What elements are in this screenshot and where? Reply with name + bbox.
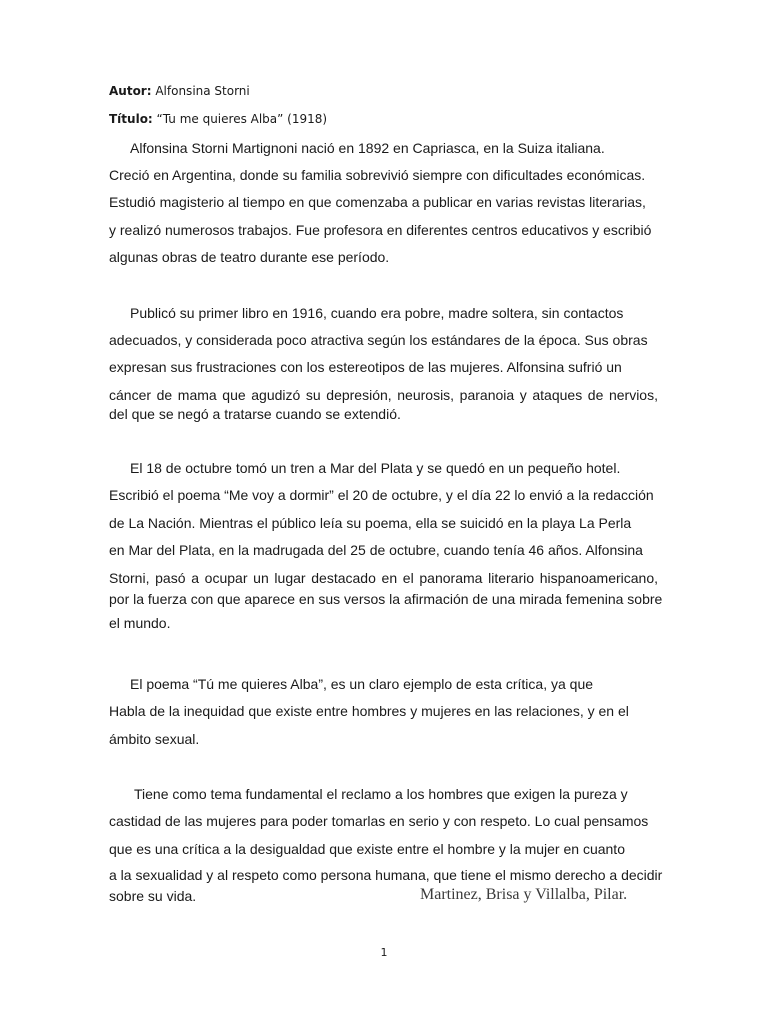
paragraph-1-line-2: Creció en Argentina, donde su familia sobrevivió siempre con dificultades económicas. [109, 167, 646, 183]
paragraph-2-line-5: del que se negó a tratarse cuando se extendió. [109, 406, 401, 422]
author-line [109, 84, 250, 98]
paragraph-1-line-4: y realizó numerosos trabajos. Fue profesora en diferentes centros educativos y escribió [109, 222, 652, 238]
paragraph-3-line-4: en Mar del Plata, en la madrugada del 25 de octubre, cuando tenía 46 años. Alfonsina [109, 542, 643, 558]
signature: Martinez, Brisa y Villalba, Pilar. [420, 886, 628, 903]
paragraph-3-line-6: por la fuerza con que aparece en sus versos la afirmación de una mirada femenina sobre [109, 591, 663, 607]
paragraph-5-line-3: que es una crítica a la desigualdad que existe entre el hombre y la mujer en cuanto [109, 841, 625, 857]
paragraph-3-line-5: Storni, pasó a ocupar un lugar destacado en el panorama literario hispanoamericano, [109, 570, 658, 586]
paragraph-2-line-2: adecuados, y considerada poco atractiva según los estándares de la época. Sus obras [109, 332, 648, 348]
title-line [109, 112, 327, 126]
paragraph-3-line-7: el mundo. [109, 615, 171, 631]
paragraph-2-line-3: expresan sus frustraciones con los estereotipos de las mujeres. Alfonsina sufrió un [109, 359, 622, 375]
paragraph-5-line-2: castidad de las mujeres para poder tomarlas en serio y con respeto. Lo cual pensamos [109, 813, 649, 829]
paragraph-4-line-1: El poema “Tú me quieres Alba”, es un claro ejemplo de esta crítica, ya que [130, 676, 594, 692]
title-label: Título: [109, 112, 153, 126]
author-label: Autor: [109, 84, 152, 98]
paragraph-2-line-1: Publicó su primer libro en 1916, cuando era pobre, madre soltera, sin contactos [130, 305, 624, 321]
paragraph-1-line-1: Alfonsina Storni Martignoni nació en 1892 en Capriasca, en la Suiza italiana. [130, 140, 605, 156]
title-value: “Tu me quieres Alba” (1918) [152, 112, 328, 126]
paragraph-5-line-4: a la sexualidad y al respeto como persona humana, que tiene el mismo derecho a decidir [109, 867, 663, 883]
paragraph-1-line-5: algunas obras de teatro durante ese período. [109, 249, 390, 265]
author-value: Alfonsina Storni [151, 84, 250, 98]
paragraph-3-line-3: de La Nación. Mientras el público leía su poema, ella se suicidó en la playa La Perla [109, 515, 632, 531]
paragraph-3-line-1: El 18 de octubre tomó un tren a Mar del Plata y se quedó en un pequeño hotel. [130, 460, 621, 476]
paragraph-5-line-1: Tiene como tema fundamental el reclamo a los hombres que exigen la pureza y [134, 786, 628, 802]
paragraph-3-line-2: Escribió el poema “Me voy a dormir” el 20 de octubre, y el día 22 lo envió a la redacción [109, 487, 654, 503]
paragraph-5-line-5: sobre su vida. [109, 888, 197, 904]
page-number: 1 [380, 946, 388, 959]
paragraph-2-line-4: cáncer de mama que agudizó su depresión, neurosis, paranoia y ataques de nervios, [109, 387, 658, 403]
paragraph-1-line-3: Estudió magisterio al tiempo en que comenzaba a publicar en varias revistas literarias, [109, 194, 646, 210]
paragraph-4-line-3: ámbito sexual. [109, 731, 200, 747]
paragraph-4-line-2: Habla de la inequidad que existe entre hombres y mujeres en las relaciones, y en el [109, 703, 629, 719]
